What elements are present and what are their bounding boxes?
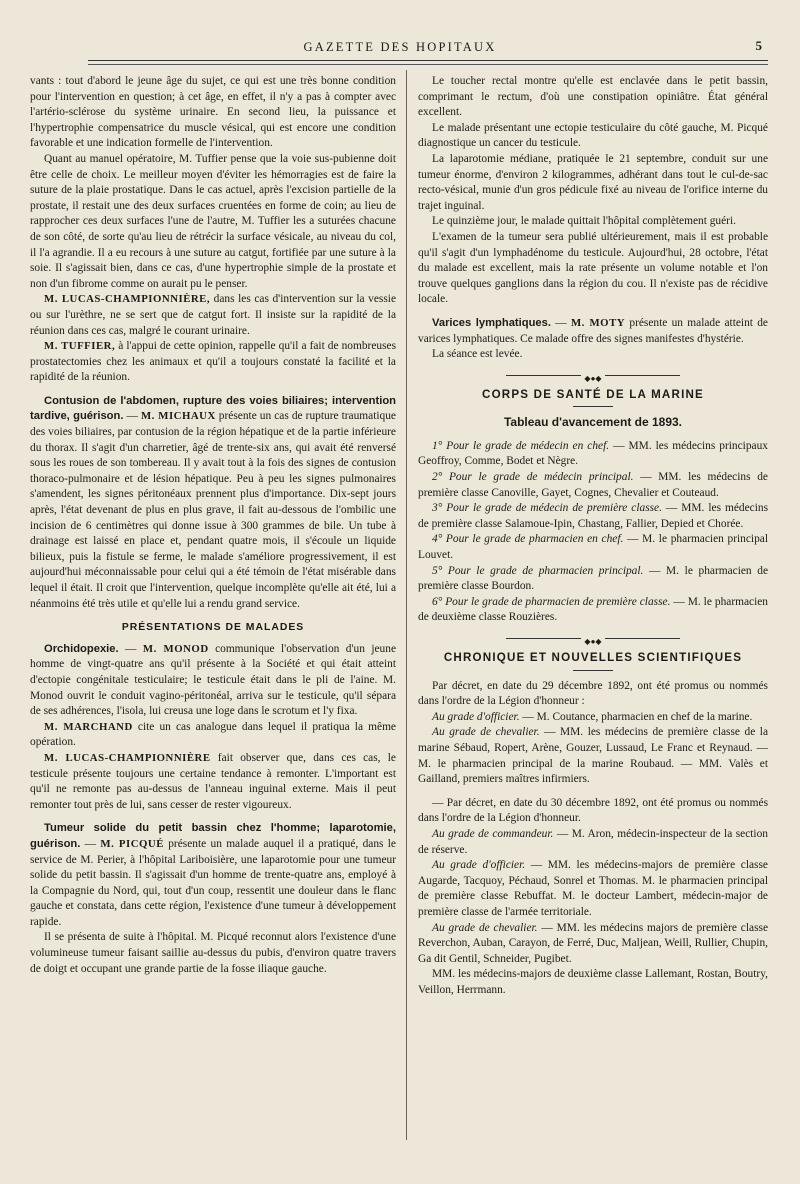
paragraph: Varices lymphatiques. — M. MOTY présente un malade atteint de varices lymphatiques. Ce malade offre des signes manifestes d'hystérie. [418, 316, 768, 345]
case-title: Tumeur solide du petit bassin chez l'homme; laparotomie, guérison. [30, 822, 396, 850]
masthead [30, 36, 770, 58]
short-rule [573, 406, 613, 407]
paragraph: Au grade d'officier. — MM. les médecins-majors de première classe Augarde, Tacquoy, Péchaud, Sonrel et Thomas. M. le pharmacien principal de première classe Rebuffat. M. le docteur Lambert, médecin-major de première classe de l'armée territoriale. [418, 859, 768, 918]
paragraph: — Par décret, en date du 30 décembre 1892, ont été promus ou nommés dans l'ordre de la Légion d'honneur. [418, 796, 768, 825]
case-title: Contusion de l'abdomen, rupture des voies biliaires; intervention tardive, guérison. [30, 394, 396, 423]
paragraph: Le toucher rectal montre qu'elle est enclavée dans le petit bassin, comprimant le rectum, d'où une constipation opiniâtre. État général excellent. [418, 75, 768, 119]
paragraph: M. LUCAS-CHAMPIONNIÈRE fait observer que, dans ces cas, le testicule présente toujours une certaine tendance à remonter. L'important est qu'il ne remonte pas au-dessus de l'anneau inguinal externe. Mais il peut remonter tout près de lui, sans cesser de rester vigoureux. [30, 751, 396, 811]
paragraph: Au grade de chevalier. — MM. les médecins majors de première classe Reverchon, Auban, Carayon, de Ferré, Duc, Maljean, Weill, Rullier, Chupin, Ga dit Gentil, Schneider, Pugibet. [418, 921, 769, 965]
paragraph: L'examen de la tumeur sera publié ultérieurement, mais il est probable qu'il s'agit d'un lymphadénome du testicule. Aujourd'hui, 28 octobre, l'état du malade est excellent, mais la rate présente un volume notable et l'on trouve quelques ganglions dans la région du cou. Il n'existe pas de récidive locale. [418, 230, 768, 306]
speaker-name: M. LUCAS-CHAMPIONNIÈRE, [44, 293, 211, 306]
speaker-name: M. PICQUÉ [100, 837, 164, 850]
paragraph: Au grade de commandeur. — M. Aron, médecin-inspecteur de la section de réserve. [418, 827, 768, 856]
paragraph: vants : tout d'abord le jeune âge du sujet, ce qui est une très bonne condition pour l'intervention en question; à cet âge, en effet, il n'y a pas à compter avec l'artério-sclérose du système urinaire. En second lieu, la puissance et l'hypertrophie compensatrice du muscle vésical, qui est encore une condition favorable et une indication formelle de l'intervention. [30, 75, 396, 150]
list-item: 5° Pour le grade de pharmacien principal. — M. le pharmacien de première classe Bourdon. [418, 564, 769, 593]
paragraph: Le quinzième jour, le malade quittait l'hôpital complètement guéri. [432, 215, 736, 228]
section-heading: PRÉSENTATIONS DE MALADES [121, 622, 305, 634]
journal-title: GAZETTE DES HOPITAUX [303, 40, 497, 54]
paragraph: Au grade de chevalier. — MM. les médecins de première classe de la marine Sébaud, Ropert, Arène, Gouzer, Lussaud, Le Franc et Reynaud. — M. le pharmacien principal de la marine Roubaud. — MM. Valès et Gailland, premiers maîtres infirmiers. [418, 726, 769, 786]
paragraph: Au grade d'officier. — M. Coutance, pharmacien en chef de la marine. [432, 710, 753, 723]
left-column [30, 74, 396, 977]
paragraph: M. MARCHAND cite un cas analogue dans lequel il pratiqua la même opération. [30, 720, 396, 749]
page-number: 5 [755, 38, 762, 53]
paragraph: Quant au manuel opératoire, M. Tuffier pense que la voie sus-pubienne doit être celle de choix. Le meilleur moyen d'éviter les hémorragies est de faire la suture de la plaie prostatique. Dans le cas actuel, après l'excision partielle de la prostate, il restait une des deux surfaces cruentées en forme de coin; au lieu de rapprocher ces deux surfaces l'une de l'autre, M. Tuffier les a suturées chacune de son côté, de sorte qu'au lieu de rétrécir la surface vésicale, au niveau du col, il l'a agrandie. Il a eu recours à une suture au catgut, fortifiée par une suture à la soie. Il s'agissait bien, dans ce cas, d'une hypertrophie simple de la prostate et non d'un fibrome comme on aurait pu le penser. [30, 152, 396, 290]
paragraph: Contusion de l'abdomen, rupture des voies biliaires; intervention tardive, guérison. — M. MICHAUX présente un cas de rupture traumatique des voies biliaires, par contusion de la région hépatique et de la partie inférieure du thorax. Il s'agit d'un charretier, âgé de trente-six ans, qui avait été renversé sous les roues de son tombereau. Il y avait tout à la fois des signes de contusion thoraco-pulmonaire et de lésion hépatique. Peu à peu les signes pulmonaires s'amendent, les signes péritonéaux prennent plus d'importance. Dix-sept jours après, l'état devenant de plus en plus grave, il fait au-dessous de l'ombilic une incision de 6 centimètres qui donne issue à 300 grammes de bile. Un tube à drainage est laissé en place et, pendant quatre mois, il s'écoule un liquide bilieux, puis la fistule se ferme, le malade s'améliore progressivement, il est aujourd'hui méconnaissable pour celui qui a été témoin de l'état misérable dans lequel il était. Il croit que l'intervention, quelque incomplète qu'elle ait été, lui a néanmoins été très utile et qu'elle lui a rendu grand service. [30, 394, 396, 610]
paragraph: MM. les médecins-majors de deuxième classe Lallemant, Rostan, Boutry, Veillon, Herrmann. [418, 968, 768, 996]
paragraph: La laparotomie médiane, pratiquée le 21 septembre, conduit sur une tumeur énorme, d'environ 2 kilogrammes, adhérant dans tout le cul-de-sac recto-vésical, munie d'un gros pédicule fixé au niveau de l'orifice interne du trajet inguinal. [418, 152, 768, 212]
subsection-heading: Tableau d'avancement de 1893. [503, 415, 683, 430]
column-divider [406, 70, 407, 1140]
right-column [418, 74, 768, 998]
speaker-name: M. MARCHAND [44, 720, 133, 733]
speaker-name: M. LUCAS-CHAMPIONNIÈRE [44, 751, 211, 764]
paragraph: Orchidopexie. — M. MONOD communique l'observation d'un jeune homme de vingt-quatre ans qu'il présente à la Société et qui était atteint d'ectopie congénitale testiculaire; le testicule était dans le pli de l'aine. M. Monod ouvrit le conduit vagino-péritonéal, arriva sur le testicule, qu'il sépara de ses adhérences, l'isola, lui creusa une loge dans le scrotum et l'y fixa. [30, 642, 397, 718]
case-title: Varices lymphatiques. [432, 316, 551, 329]
paragraph: Il se présenta de suite à l'hôpital. M. Picqué reconnut alors l'existence d'une volumineuse tumeur faisant saillie au-dessus du pubis, d'environ quatre travers de doigt et occupant une grande partie de la fosse iliaque gauche. [30, 931, 396, 975]
list-item: 2° Pour le grade de médecin principal. — MM. les médecins de première classe Canoville, Gayet, Cognes, Chevalier et Couteaud. [418, 471, 768, 499]
case-title: Orchidopexie. [44, 642, 119, 655]
list-item: 3° Pour le grade de médecin de première classe. — MM. les médecins de première classe Salamoue-Ipin, Chastang, Fallier, Depied et Chorée. [418, 502, 768, 530]
section-heading: CORPS DE SANTÉ DE LA MARINE [482, 387, 704, 401]
ornament-divider: ◆●◆ [418, 371, 768, 379]
header-rule [88, 60, 768, 61]
paragraph: M. TUFFIER, à l'appui de cette opinion, rappelle qu'il a fait de nombreuses prostatectomies chez les animaux et qu'il a toujours constaté la facilité et la rapidité de la réunion. [30, 340, 397, 384]
speaker-name: M. MONOD [142, 642, 209, 655]
speaker-name: M. MOTY [570, 316, 626, 329]
paragraph: Par décret, en date du 29 décembre 1892, ont été promus ou nommés dans l'ordre de la Légion d'honneur : [418, 679, 768, 708]
list-item: 4° Pour le grade de pharmacien en chef. — M. le pharmacien principal Louvet. [418, 533, 769, 562]
list-item: 1° Pour le grade de médecin en chef. — MM. les médecins principaux Geoffroy, Comme, Bodet et Nègre. [418, 439, 768, 468]
speaker-name: M. TUFFIER, [44, 340, 116, 353]
list-item: 6° Pour le grade de pharmacien de première classe. — M. le pharmacien de deuxième classe Rouzières. [418, 595, 768, 624]
short-rule [573, 670, 613, 671]
section-heading: CHRONIQUE ET NOUVELLES SCIENTIFIQUES [443, 651, 743, 664]
header-rule-thin [88, 64, 768, 65]
ornament-divider: ◆●◆ [418, 634, 768, 642]
paragraph: Tumeur solide du petit bassin chez l'homme; laparotomie, guérison. — M. PICQUÉ présente un malade auquel il a pratiqué, dans le service de M. Perier, à l'hôpital Lariboisière, une laparotomie pour une tumeur solide du petit bassin. Il s'agissait d'un homme de trente-quatre ans, employé à la Compagnie du Nord, qui, tout d'un coup, ressentit une douleur dans le flanc gauche et constata, dans cette région, l'existence d'une tumeur à développement rapide. [30, 822, 396, 928]
speaker-name: M. MICHAUX [140, 410, 216, 423]
paragraph: La séance est levée. [432, 348, 523, 361]
paragraph: Le malade présentant une ectopie testiculaire du côté gauche, M. Picqué diagnostique un cancer du testicule. [418, 121, 768, 150]
paragraph: M. LUCAS-CHAMPIONNIÈRE, dans les cas d'intervention sur la vessie ou sur l'urèthre, ne se sert que de catgut fort. Il insiste sur la rapidité de la réunion dans ces cas, malgré le courant urinaire. [30, 293, 396, 337]
